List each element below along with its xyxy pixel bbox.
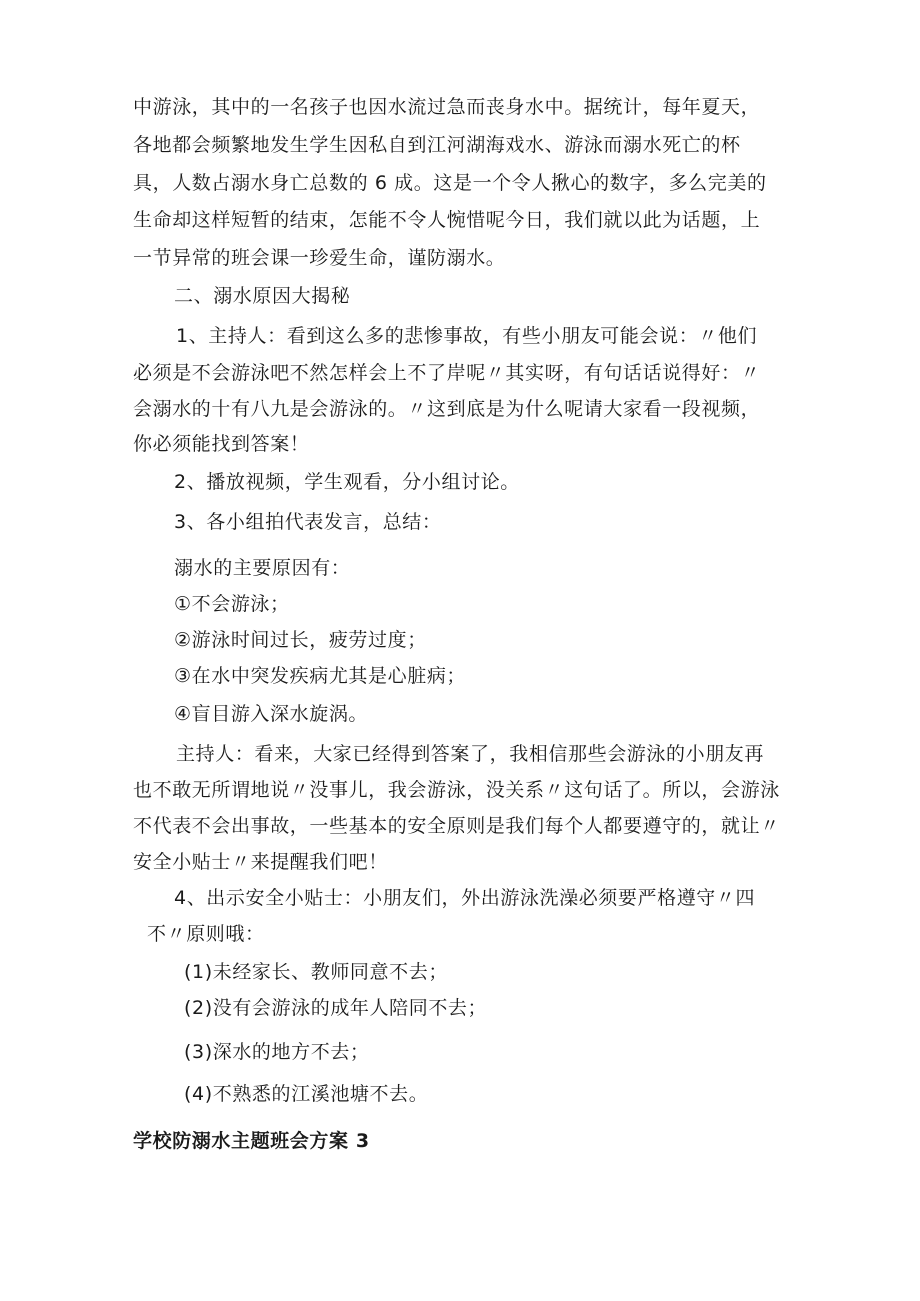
intro-line-3: 具，人数占溺水身亡总数的 6 成。这是一个令人揪心的数字，多么完美的 (133, 172, 767, 194)
intro-line-5: 一节异常的班会课一珍爱生命，谨防溺水。 (133, 247, 506, 269)
host-line-1: 主持人：看来，大家已经得到答案了，我相信那些会游泳的小朋友再 (176, 743, 765, 765)
causes-title: 溺水的主要原因有： (174, 557, 351, 579)
intro-line-1: 中游泳，其中的一名孩子也因水流过急而丧身水中。据统计，每年夏天， (133, 96, 761, 118)
rule-2: (2)没有会游泳的成年人陪同不去； (184, 997, 488, 1019)
item1-line-2: 必须是不会游泳吧不然怎样会上不了岸呢〃其实呀，有句话话说得好：〃 (133, 362, 761, 384)
item2: 2、播放视频，学生观看，分小组讨论。 (174, 471, 520, 493)
item3: 3、各小组拍代表发言，总结： (174, 511, 442, 533)
cause-2: ②游泳时间过长，疲劳过度； (174, 629, 427, 651)
next-section-heading: 学校防溺水主题班会方案 3 (133, 1130, 370, 1152)
item4-line-2: 不〃原则哦： (147, 923, 265, 945)
host-line-2: 也不敢无所谓地说〃没事儿，我会游泳，没关系〃这句话了。所以，会游泳 (133, 779, 780, 801)
intro-line-4: 生命却这样短暂的结束，怎能不令人惋惜呢今日，我们就以此为话题，上 (133, 209, 761, 231)
item1-line-1: 1、主持人：看到这么多的悲惨事故，有些小朋友可能会说：〃他们 (176, 325, 758, 347)
intro-line-2: 各地都会频繁地发生学生因私自到江河湖海戏水、游泳而溺水死亡的杯 (133, 134, 741, 156)
rule-3: (3)深水的地方不去； (184, 1041, 370, 1063)
cause-3: ③在水中突发疾病尤其是心脏病； (174, 665, 467, 687)
section2-title: 二、溺水原因大揭秘 (174, 285, 351, 307)
rule-1: (1)未经家长、教师同意不去； (184, 961, 448, 983)
rule-4: (4)不熟悉的江溪池塘不去。 (184, 1083, 429, 1105)
host-line-4: 安全小贴士〃来提醒我们吧！ (133, 851, 388, 873)
item1-line-3: 会溺水的十有八九是会游泳的。〃这到底是为什么呢请大家看一段视频， (133, 398, 761, 420)
item1-line-4: 你必须能找到答案！ (133, 433, 310, 455)
cause-4: ④盲目游入深水旋涡。 (174, 703, 369, 725)
item4-line-1: 4、出示安全小贴士：小朋友们，外出游泳洗澡必须要严格遵守〃四 (174, 887, 756, 909)
host-line-3: 不代表不会出事故，一些基本的安全原则是我们每个人都要遵守的，就让〃 (133, 815, 780, 837)
cause-1: ①不会游泳； (174, 593, 290, 615)
